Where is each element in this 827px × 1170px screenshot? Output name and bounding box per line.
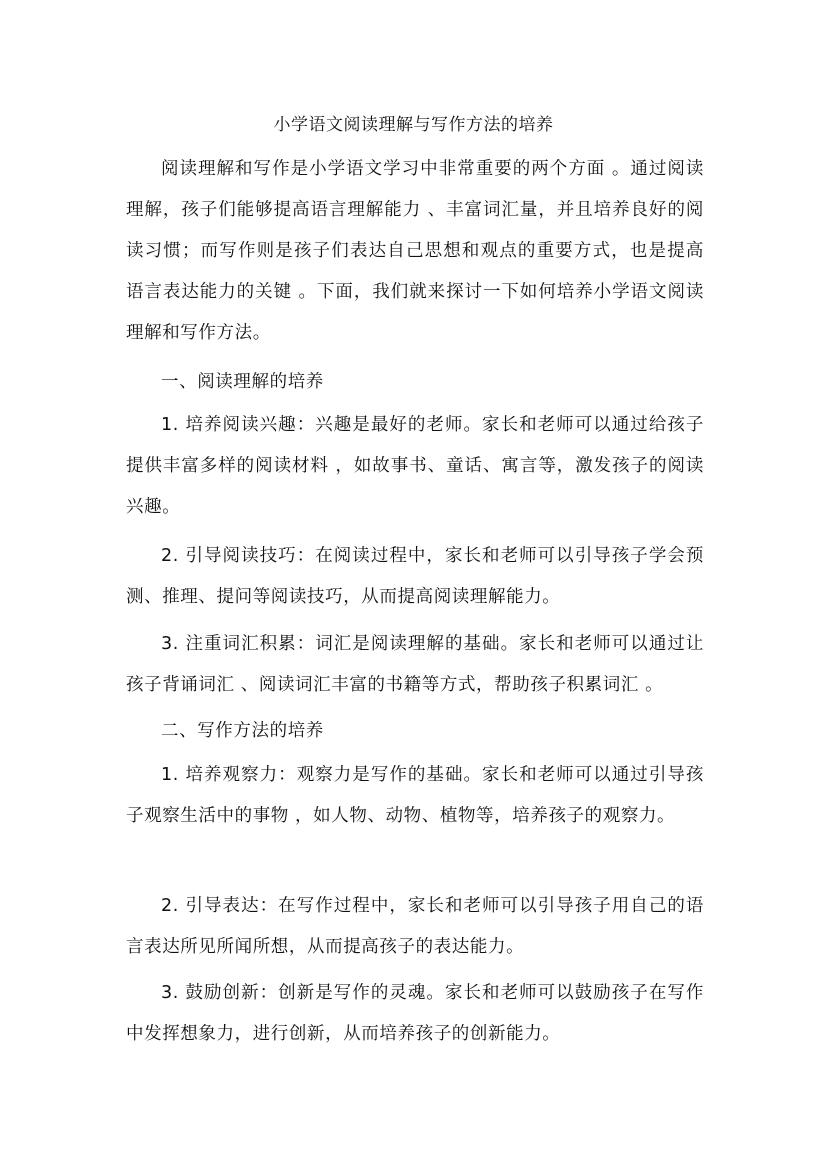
reading-point-1: 1. 培养阅读兴趣：兴趣是最好的老师。家长和老师可以通过给孩子提供丰富多样的阅读材料 ，如故事书、童话、寓言等，激发孩子的阅读兴趣。	[126, 415, 704, 517]
section-heading-reading: 一、阅读理解的培养	[161, 372, 324, 392]
reading-point-2: 2. 引导阅读技巧：在阅读过程中，家长和老师可以引导孩子学会预测、推理、提问等阅读技巧，从而提高阅读理解能力。	[126, 546, 704, 607]
writing-point-1: 1. 培养观察力：观察力是写作的基础。家长和老师可以通过引导孩子观察生活中的事物 ，如人物、动物、植物等，培养孩子的观察力。	[126, 765, 704, 826]
document-title: 小学语文阅读理解与写作方法的培养	[273, 115, 554, 135]
intro-paragraph: 阅读理解和写作是小学语文学习中非常重要的两个方面 。通过阅读理解，孩子们能够提高语言理解能力 、丰富词汇量，并且培养良好的阅读习惯；而写作则是孩子们表达自己思想和观点的重要方式，也是提高语言表达能力的关键 。下面，我们就来探讨一下如何培养小学语文阅读理解和写作方法。	[126, 159, 704, 343]
writing-point-2: 2. 引导表达：在写作过程中，家长和老师可以引导孩子用自己的语言表达所见所闻所想，从而提高孩子的表达能力。	[126, 896, 704, 957]
reading-point-3: 3. 注重词汇积累：词汇是阅读理解的基础。家长和老师可以通过让孩子背诵词汇 、阅读词汇丰富的书籍等方式，帮助孩子积累词汇 。	[126, 634, 704, 695]
section-heading-writing: 二、写作方法的培养	[161, 721, 324, 741]
writing-point-3: 3. 鼓励创新：创新是写作的灵魂。家长和老师可以鼓励孩子在写作中发挥想象力，进行创新，从而培养孩子的创新能力。	[126, 983, 704, 1044]
